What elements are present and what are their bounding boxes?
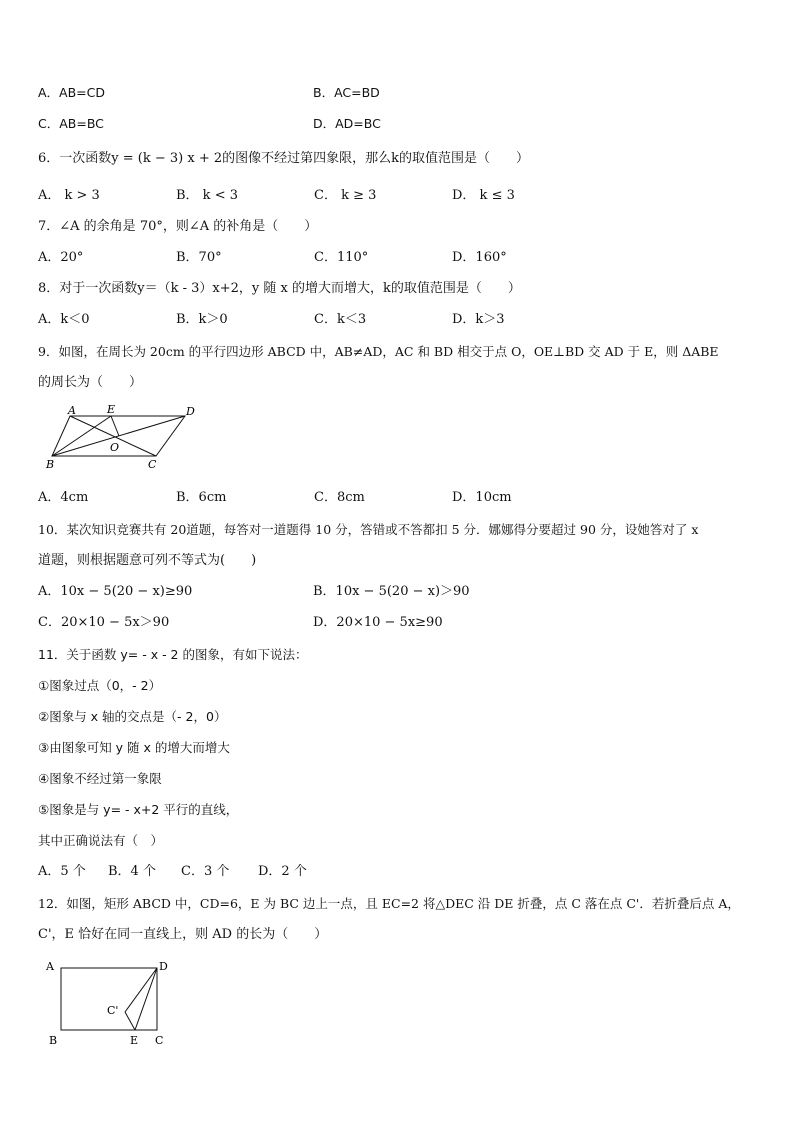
q10-option-c: C．20×10 − 5x＞90 bbox=[38, 615, 170, 630]
q5-option-d: D．AD=BC bbox=[313, 116, 381, 131]
q9-stem-line2: 的周长为（ ） bbox=[38, 375, 143, 390]
rect-label-c: C bbox=[155, 1034, 164, 1047]
q7-option-b: B．70° bbox=[176, 250, 222, 265]
q11-option-d: D．2 个 bbox=[258, 864, 307, 879]
label-c: C bbox=[148, 458, 157, 471]
segment-eo bbox=[111, 416, 119, 436]
segment-c-prime-e bbox=[125, 1012, 135, 1030]
q5-option-a: A．AB=CD bbox=[38, 85, 106, 100]
q11-option-c: C．3 个 bbox=[181, 864, 230, 879]
q11-statement-2: ②图象与 x 轴的交点是（- 2，0） bbox=[38, 709, 227, 724]
label-a: A bbox=[68, 404, 76, 417]
q6-stem: 6．一次函数y = (k − 3) x + 2的图像不经过第四象限，那么k的取值范围是（ ） bbox=[38, 151, 529, 166]
rect-label-b: B bbox=[49, 1034, 58, 1047]
rectangle-abcd bbox=[61, 968, 157, 1030]
q9-option-a: A．4cm bbox=[38, 490, 89, 505]
label-o: O bbox=[110, 441, 120, 454]
q10-stem-line1: 10．某次知识竞赛共有 20道题，每答对一道题得 10 分，答错或不答都扣 5 分．娜娜得分要超过 90 分，设她答对了 x bbox=[38, 522, 699, 537]
rectangle-figure bbox=[40, 956, 180, 1048]
label-b: B bbox=[46, 458, 55, 471]
q5-option-c: C．AB=BC bbox=[38, 116, 104, 131]
q6-option-b: B． k < 3 bbox=[176, 188, 238, 203]
q9-option-d: D．10cm bbox=[452, 490, 512, 505]
q6-option-d: D． k ≤ 3 bbox=[452, 188, 515, 203]
q10-option-a: A．10x − 5(20 − x)≥90 bbox=[38, 584, 193, 599]
q7-option-a: A．20° bbox=[38, 250, 84, 265]
q9-stem-line1: 9．如图，在周长为 20cm 的平行四边形 ABCD 中，AB≠AD，AC 和 BD 相交于点 O，OE⊥BD 交 AD 于 E，则 ΔABE bbox=[38, 344, 719, 359]
q7-option-c: C．110° bbox=[314, 250, 369, 265]
label-d: D bbox=[186, 405, 195, 418]
q10-option-b: B．10x − 5(20 − x)＞90 bbox=[313, 584, 470, 599]
rect-label-a: A bbox=[46, 960, 54, 973]
q11-question: 其中正确说法有（ ） bbox=[38, 833, 164, 848]
q11-option-a: A．5 个 bbox=[38, 864, 86, 879]
rect-label-c-prime: C' bbox=[107, 1004, 119, 1017]
q8-option-b: B．k＞0 bbox=[176, 312, 228, 327]
q11-statement-3: ③由图象可知 y 随 x 的增大而增大 bbox=[38, 740, 230, 755]
q11-statement-1: ①图象过点（0，- 2） bbox=[38, 678, 162, 693]
q11-statement-4: ④图象不经过第一象限 bbox=[38, 771, 162, 786]
segment-dc-prime bbox=[125, 968, 157, 1012]
segment-de bbox=[135, 968, 157, 1030]
q9-option-c: C．8cm bbox=[314, 490, 365, 505]
label-e: E bbox=[107, 403, 116, 416]
q7-option-d: D．160° bbox=[452, 250, 507, 265]
q9-option-b: B．6cm bbox=[176, 490, 227, 505]
rect-label-e: E bbox=[130, 1034, 139, 1047]
q12-stem-line2: C'，E 恰好在同一直线上，则 AD 的长为（ ） bbox=[38, 927, 328, 942]
q10-stem-line2: 道题，则根据题意可列不等式为( ) bbox=[38, 553, 257, 568]
q5-option-b: B．AC=BD bbox=[313, 85, 380, 100]
q6-option-c: C． k ≥ 3 bbox=[314, 188, 377, 203]
rect-label-d: D bbox=[159, 960, 168, 973]
q8-option-d: D．k＞3 bbox=[452, 312, 505, 327]
q11-option-b: B．4 个 bbox=[108, 864, 156, 879]
q8-option-a: A．k＜0 bbox=[38, 312, 90, 327]
q7-stem: 7．∠A 的余角是 70°，则∠A 的补角是（ ） bbox=[38, 219, 318, 234]
q6-option-a: A． k > 3 bbox=[38, 188, 100, 203]
q10-option-d: D．20×10 − 5x≥90 bbox=[313, 615, 443, 630]
q8-stem: 8．对于一次函数y＝（k - 3）x+2，y 随 x 的增大而增大，k的取值范围是（ ） bbox=[38, 281, 521, 296]
parallelogram-figure bbox=[40, 402, 200, 472]
q11-statement-5: ⑤图象是与 y= - x+2 平行的直线， bbox=[38, 802, 239, 817]
q8-option-c: C．k＜3 bbox=[314, 312, 367, 327]
q11-stem: 11．关于函数 y= - x - 2 的图象，有如下说法： bbox=[38, 647, 308, 662]
q12-stem-line1: 12．如图，矩形 ABCD 中，CD=6，E 为 BC 边上一点，且 EC=2 将△DEC 沿 DE 折叠，点 C 落在点 C'．若折叠后点 A， bbox=[38, 896, 740, 911]
